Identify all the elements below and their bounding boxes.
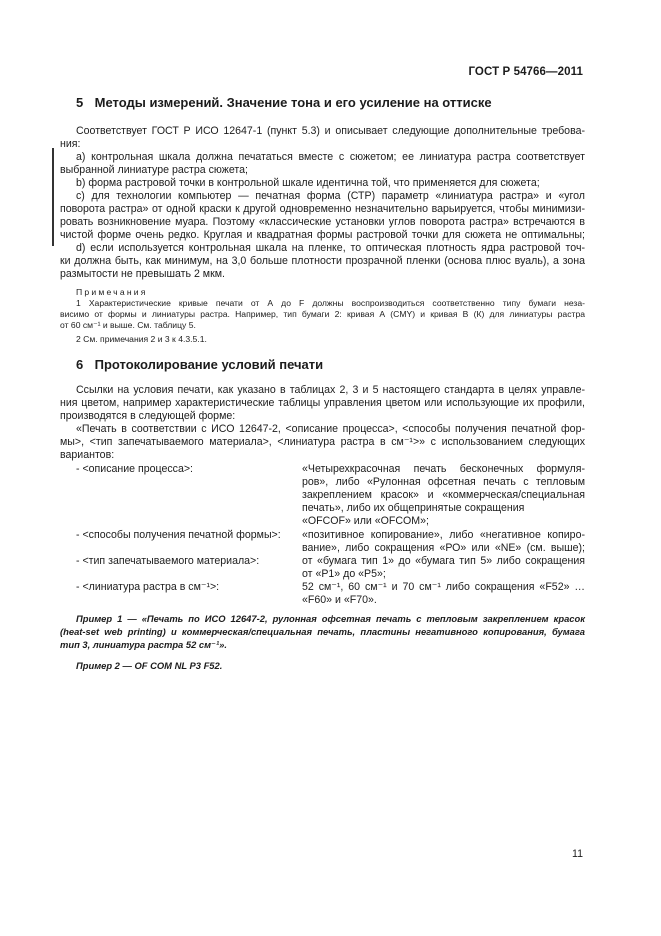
section-5-title: Методы измерений. Значение тона и его усиление на оттиске: [94, 95, 492, 110]
section-5-heading: [76, 95, 492, 110]
variant-1-line-5: «OFCOF» или «OFCOM»;: [302, 515, 429, 527]
variant-2-line-2: вание», либо сокращения «РО» или «NE» (см. выше);: [302, 542, 585, 554]
section-6-number: 6: [76, 357, 84, 372]
s5-line-4: выбранной линиатуре растра сюжета;: [60, 164, 248, 176]
s5-line-8: ровать возникновение муара. Поэтому «классические установки углов поворота растра» встречаются в: [60, 216, 585, 228]
variant-1-label: - <описание процесса>:: [76, 463, 193, 475]
s5-line-1: Соответствует ГОСТ Р ИСО 12647-1 (пункт 5.3) и описывает следующие дополнительные требова-: [76, 125, 585, 137]
s5-line-11: ки должна быть, как минимум, на 3,0 больше плотности прозрачной пленки (основа плюс вуаль), а зона: [60, 255, 585, 267]
variant-4-line-2: «F60» и «F70».: [302, 594, 377, 606]
s5-line-6: с) для технологии компьютер — печатная форма (СТР) параметр «линиатура растра» и «угол: [76, 190, 585, 202]
page-number: 11: [572, 848, 583, 860]
notes-heading: Примечания: [76, 287, 148, 297]
example-1-line-1: Пример 1 — «Печать по ИСО 12647-2, рулонная офсетная печать с тепловым закреплением красок: [76, 613, 585, 624]
section-6-title: Протоколирование условий печати: [94, 357, 324, 372]
example-1-line-3: тип 3, линиатура растра 52 см⁻¹».: [60, 639, 227, 650]
s5-line-7: поворота растра» от одной краски к другой одновременно незначительно варьируется, чтобы минимизи-: [60, 203, 585, 215]
section-6-heading: [76, 357, 323, 372]
s6-line-3: производятся в следующей форме:: [60, 410, 236, 422]
variant-1-line-2: ров», либо «Рулонная офсетная печать с тепловым: [302, 476, 585, 488]
example-1-line-2: (heat-set web printing) и коммерческая/специальная печать, пластины негативного копирования, бумага: [60, 626, 585, 637]
variant-3-label: - <тип запечатываемого материала>:: [76, 555, 260, 567]
variant-3-line-1: от «бумага тип 1» до «бумага тип 5» либо сокращения: [302, 555, 585, 567]
s5-line-5: b) форма растровой точки в контрольной шкале идентична той, что применяется для сюжета;: [76, 177, 540, 189]
variant-4-label: - <линиатура растра в см⁻¹>:: [76, 581, 220, 593]
note-1-line-3: от 60 см⁻¹ и выше. См. таблицу 5.: [60, 320, 196, 330]
variant-3-line-2: от «Р1» до «Р5»;: [302, 568, 386, 580]
s6-line-2: ния цветом, например характеристические таблицы управления цветом или использующие их профили,: [60, 397, 585, 409]
variant-2-label: - <способы получения печатной формы>:: [76, 529, 281, 541]
variant-1-line-1: «Четырехкрасочная печать бесконечных формуля-: [302, 463, 585, 475]
example-2: Пример 2 — OF COM NL P3 F52.: [76, 660, 223, 671]
variant-4-line-1: 52 см⁻¹, 60 см⁻¹ и 70 см⁻¹ либо сокращения «F52» …: [302, 581, 585, 593]
s5-line-2: ния:: [60, 138, 81, 150]
s6-line-4: «Печать в соответствии с ИСО 12647-2, <описание процесса>, <способы получения печатной фор-: [76, 423, 585, 435]
standard-header: ГОСТ Р 54766—2011: [468, 66, 583, 78]
s6-line-5: мы>, <тип запечатываемого материала>, <линиатура растра в см⁻¹>» с использованием следующих: [60, 436, 585, 448]
s5-line-3: а) контрольная шкала должна печататься вместе с сюжетом; ее линиатура растра соответствует: [76, 151, 585, 163]
s5-line-9: чистой форме очень редко. Круглая и квадратная формы растровой точки для сюжета не оптимальны;: [60, 229, 585, 241]
note-2: 2 См. примечания 2 и 3 к 4.3.5.1.: [76, 334, 207, 344]
s6-line-1: Ссылки на условия печати, как указано в таблицах 2, 3 и 5 настоящего стандарта в целях управле-: [76, 384, 585, 396]
s5-line-10: d) если используется контрольная шкала на пленке, то оптическая плотность ядра растровой точ-: [76, 242, 585, 254]
change-bar: [52, 148, 54, 246]
variant-1-line-4: печать», либо их общепринятые сокращения: [302, 502, 525, 514]
section-5-number: 5: [76, 95, 84, 110]
variant-2-line-1: «позитивное копирование», либо «негативное копиро-: [302, 529, 585, 541]
variant-1-line-3: закреплением красок» и «коммерческая/специальная: [302, 489, 585, 501]
s6-line-6: вариантов:: [60, 449, 115, 461]
note-1-line-1: 1 Характеристические кривые печати от А до F должны воспроизводиться соответственно типу бумаги неза-: [76, 298, 585, 308]
note-1-line-2: висимо от формы и линиатуры растра. Например, тип бумаги 2: кривая А (CMY) и кривая В (К) для линиатуры растра: [60, 309, 585, 319]
s5-line-12: размытости не превышать 2 мкм.: [60, 268, 225, 280]
